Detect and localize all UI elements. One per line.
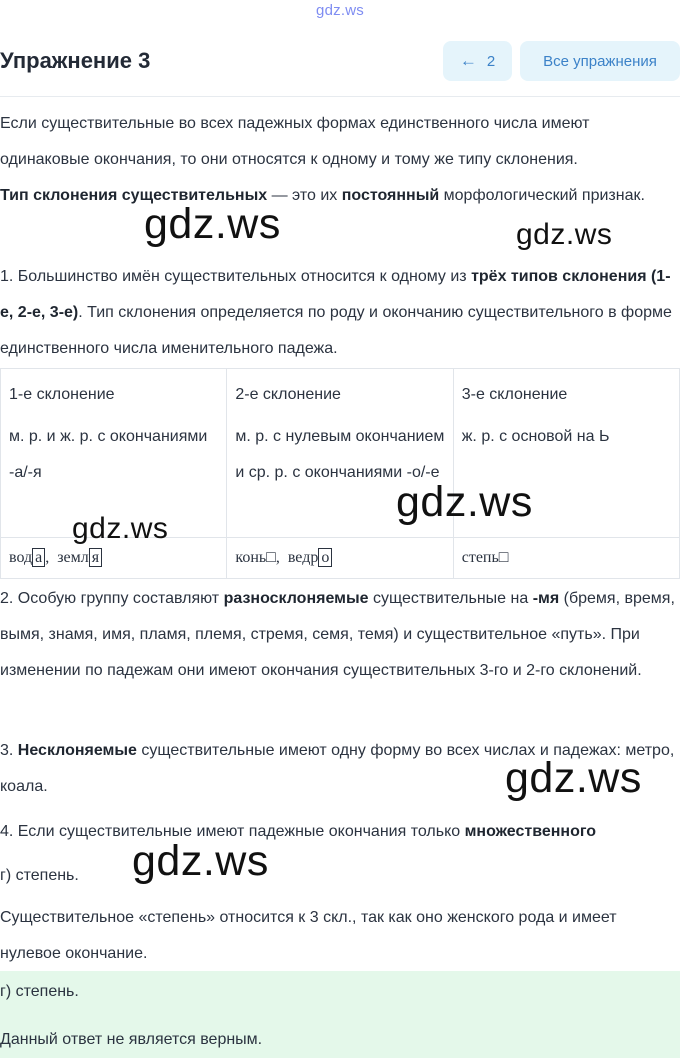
declension-table [0,368,680,579]
example-cell-3 [453,538,679,579]
text-segment: — это их [267,187,342,204]
paragraph-intro [0,106,680,178]
watermark: gdz.ws [144,200,281,248]
previous-exercise-button[interactable] [443,41,512,81]
paragraph-rule-1 [0,259,680,367]
column-description-3: ж. р. с основой на Ь [461,428,610,445]
term-indeclinable: Несклоняемые [17,742,137,759]
paragraph-rule-4 [0,814,680,850]
text-segment: 4. Если существительные имеют падежные окончания только [0,823,465,840]
separator: , [45,549,58,566]
paragraph-intro-text: Если существительные во всех падежных формах единственного числа имеют одинаковые окончания, то они относятся к одному и тому же типу склонения. [0,115,590,168]
watermark: gdz.ws [132,837,269,885]
text-segment: 3. [0,742,18,759]
separator: , [275,549,288,566]
text-segment: 1. Большинство имён существительных относится к одному из [0,268,472,285]
text-segment: существительные на [368,590,533,607]
term-heteroclitic: разносклоняемые [223,590,369,607]
column-description-2: м. р. с нулевым окончанием и ср. р. с окончаниями -о/-е [235,428,445,481]
word-zero-ending: степь□ [461,549,509,566]
word-zero-ending: конь□ [235,549,276,566]
word-stem: земл [57,549,89,566]
watermark: gdz.ws [505,754,642,802]
paragraph-explanation: Существительное «степень» относится к 3 скл., так как оно женского рода и имеет нулевое окончание. [0,909,617,962]
site-watermark-top: gdz.ws [316,2,364,19]
watermark: gdz.ws [396,478,533,526]
answer-verdict: Данный ответ не является верным. [0,1031,263,1048]
page-title: Упражнение 3 [0,48,151,73]
all-exercises-button[interactable]: Все упражнения [520,41,680,81]
text-segment: морфологический признак. [439,187,645,204]
watermark: gdz.ws [516,218,613,251]
text-segment: существительные имеют одну форму во всех числах и падежах: метро, коала. [0,742,675,795]
word-stem: ведр [287,549,319,566]
word-ending: а [32,548,45,567]
chosen-option: г) степень. [0,867,79,884]
term-constant: постоянный [341,187,440,204]
example-cell-2 [227,538,453,579]
paragraph-rule-2 [0,581,680,689]
text-segment: 2. Особую группу составляют [0,590,224,607]
paragraph-definition [0,178,680,214]
term-declension-type: Тип склонения существительных [0,187,268,204]
previous-exercise-label: 2 [486,52,496,70]
arrow-left-icon: ← [459,51,477,70]
word-ending: о [318,548,332,567]
header-divider [0,96,680,97]
term-suffix-mya: -мя [532,590,560,607]
column-header-1: 1-е склонение [9,386,115,403]
term-three-types: трёх типов склонения (1-е, 2-е, 3-е) [0,268,671,321]
watermark: gdz.ws [72,512,169,545]
column-description-1: м. р. и ж. р. с окончаниями -а/-я [9,428,208,481]
text-segment: (бремя, время, вымя, знамя, имя, пламя, племя, стремя, семя, темя) и существительное «путь». При изменении по падежам они имеют окончания существительных 3-го и 2-го склонений. [0,590,675,679]
word-ending: я [89,548,102,567]
answer-choice: г) степень. [0,983,79,1000]
text-segment: . Тип склонения определяется по роду и окончанию существительного в форме единственного числа именительного падежа. [0,304,672,357]
exercise-header [0,40,680,82]
word-stem: вод [9,549,33,566]
column-header-2: 2-е склонение [235,386,341,403]
term-plural: множественного [464,823,597,840]
column-header-3: 3-е склонение [461,386,568,403]
